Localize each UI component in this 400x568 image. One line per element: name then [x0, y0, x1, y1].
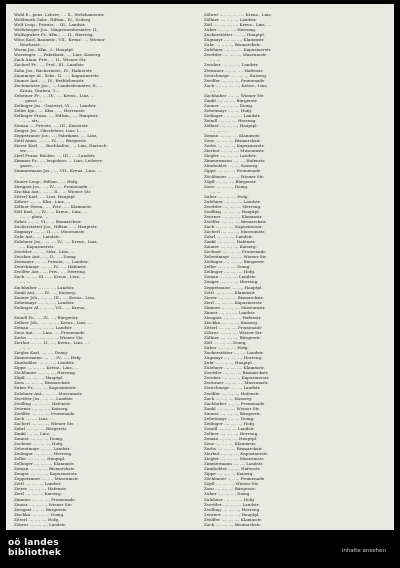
directory-entry: Zulehner Ant., ..., ..., Museumstr.	[14, 390, 83, 396]
directory-entry: Zettl ..., ..., ..., Klammstr.	[204, 289, 256, 295]
directory-entry: Zachhuber ..., ..., ..., Landstr.	[14, 284, 75, 290]
directory-entry: Zwirchmayr ..., ..., ..., Kaiserg.	[204, 72, 268, 78]
directory-entry: Zellinger Franz, ..., Hdlsm., ..., Hauptstr.	[14, 112, 99, 118]
directory-entry: Zankl ..., ..., ..., Bürgerstr.	[204, 97, 258, 103]
directory-entry: ...	[20, 173, 24, 179]
directory-entry: Ziegler Karl, ..., ..., Domg.	[14, 350, 69, 356]
directory-entry: Zuber Fr., ..., ..., Kapuzinerstr.	[14, 385, 77, 391]
directory-entry: Zirngast ..., ..., Bürgerstr.	[14, 506, 68, 512]
directory-entry: Zach ..., ..., ..., Kaiserg.	[204, 395, 253, 401]
directory-entry: Zehetmayr ..., ..., ..., Landstr.	[14, 299, 75, 305]
directory-entry: Zellner Joh., ..., ..., ..., Kreuz., Linz, ...	[14, 319, 92, 325]
directory-entry: Zulehner Jos., ..., ..., IV., ..., Kreuz., Linz,	[14, 239, 98, 245]
directory-entry: Zankl ..., ..., ..., Hafenstr.	[204, 239, 256, 245]
directory-entry: Zacherl ..., ..., ..., Wiener Str.	[14, 420, 75, 426]
directory-entry: Zauner ..., ..., ..., Bürgerstr.	[204, 410, 261, 416]
directory-entry: Zehentmayr ..., ..., Landstr.	[14, 446, 71, 452]
directory-entry: Zerbs ..., ..., ..., Bismarckstr.	[204, 446, 263, 452]
directory-entry: Zinner Leop., Hdlsm., ..., Hofg.	[14, 178, 79, 184]
directory-entry: Zischka Ant., ..., ... II., ..., Wiener Str.	[14, 188, 92, 194]
directory-entry: Zierhut ..., ..., ..., Museumstr.	[204, 148, 265, 154]
directory-entry: Zwölfer ..., ..., ..., Klammstr.	[204, 516, 262, 522]
directory-entry: Zauner Joh., ..., ..., III., ..., Kreuz., Linz,	[14, 294, 96, 300]
directory-entry: Zimmermann ..., ..., Hafenstr.	[204, 158, 266, 164]
directory-entry: Zöchbauer ..., ..., Wiener Str.	[204, 173, 265, 179]
directory-entry: Zwicker ..., ..., ..., Landstr.	[204, 62, 259, 68]
directory-entry: Zulehner ..., ..., ..., Kapuzinerstr.	[204, 47, 272, 53]
directory-entry: Wolfsberger Jos., Magistratsbeamter, II.,	[14, 27, 99, 33]
directory-entry: Zierhut ..., ..., ..., Kapuzinerstr.	[204, 451, 269, 457]
directory-entry: Zitterl Karl, ..., Linz, Hauptpl.	[14, 193, 76, 199]
directory-entry: Zwölfer ..., ..., ..., Promenade	[204, 77, 265, 83]
directory-entry: Zuckerstätter Jos., Hdlsm., ..., Hauptstr.	[14, 223, 98, 229]
directory-entry: Zeilinger Al., ..., ..., VII., ..., Kreuz.,	[14, 304, 87, 310]
directory-entry: Zankl ..., ..., Linz, ...	[14, 430, 56, 436]
directory-entry: Zwölfer ..., ..., ..., Promenade	[14, 410, 75, 416]
directory-entry: Zwicker ..., ..., ..., Kapuzinerstr.	[204, 375, 270, 381]
directory-entry: Zwettler ..., ..., ..., Landstr.	[204, 501, 260, 507]
directory-entry: Zöchbauer ..., ..., ..., Herreng.	[14, 370, 77, 376]
directory-entry: Wurzinger ..., Fabrikant, ..., Linz, Kaiserg.	[14, 52, 102, 58]
directory-entry: Zischka ..., ..., ..., Domg.	[14, 511, 65, 517]
scanned-page	[6, 4, 394, 530]
directory-entry: ..., ...	[20, 345, 31, 351]
directory-entry: ..., ...	[20, 279, 31, 285]
directory-entry: Zippe ..., ..., ..., Promenade	[204, 168, 261, 174]
directory-entry: Zahn Jos., Bäckermstr., IV., Hafnerstr.	[14, 67, 93, 73]
directory-entry: Zuber ..., ..., ..., Herreng.	[204, 27, 257, 33]
directory-entry: Zeman ..., ..., ..., Hauptpl.	[204, 435, 258, 441]
directory-entry: Zachhuber ..., ..., Promenade	[204, 400, 265, 406]
directory-entry: Zwirner ..., ..., ..., Kaiserg.	[14, 405, 69, 411]
directory-entry: Zitterl ..., ..., ..., Hofg.	[14, 516, 60, 522]
directory-entry: Zuhr ..., ..., ..., Hauptpl.	[204, 360, 254, 366]
directory-entry: Zulehner ..., ..., ..., Landstr.	[204, 198, 261, 204]
directory-entry: Zeindl Fr., ..., IV., ..., Bürgerstr.	[14, 314, 79, 320]
directory-entry: Zinner ..., ..., ..., Landstr.	[204, 309, 256, 315]
directory-entry: Zach Anna, Priv., ... II., Wiener Str.	[14, 57, 87, 63]
directory-entry: Zachhuber ..., ..., Wiener Str.	[204, 92, 265, 98]
directory-entry: Zorn ..., ..., ..., Domg.	[204, 183, 249, 189]
directory-entry: Zettl ..., ..., ..., Landstr.	[14, 481, 62, 487]
directory-entry: Ziegler ..., ..., ..., Museumstr.	[204, 456, 265, 462]
directory-entry: Zöpfl ..., ..., ..., Wiener Str.	[204, 481, 259, 487]
directory-entry: Zugmayr ..., ..., II., ..., Museumstr.	[14, 229, 86, 235]
directory-entry: Zwölfer ..., ..., ..., Bismarckstr.	[204, 218, 267, 224]
directory-entry: Zuber ..., ..., ..., Hofg.	[204, 193, 249, 199]
directory-entry: Zach ..., ..., ..., ..., Kreuz., Linz,	[204, 82, 268, 88]
directory-entry: Zwicker Ant., ..., II., ..., Domg.	[14, 254, 77, 260]
directory-entry: Zaunmayr Al., Sekr., II., ..., Kapuzinerstr.	[14, 72, 100, 78]
directory-entry: Zugmayr ..., ..., ..., Klammstr.	[204, 37, 265, 43]
directory-entry: Zirngast Jos., ..., IV., ..., Promenade, ...	[14, 183, 94, 189]
directory-entry: Zöllner Herm., ..., Priv., ..., Klammstr.	[14, 203, 92, 209]
directory-entry: Wurm Jos., Kfm., I., Hauptpl.	[14, 47, 74, 53]
directory-entry: Zischka ..., ..., ..., Kaiserg.	[204, 319, 259, 325]
directory-entry: gasse, ...	[20, 163, 39, 169]
directory-entry: Wöss Karl, Baumstr., VII., Kreuz. ..., Wiener	[14, 37, 105, 43]
directory-entry: Zach ..., ..., ..., Bismarckstr.	[204, 521, 262, 527]
directory-entry: Zöhrer ..., ..., ..., ..., Kreuz., Linz,	[204, 12, 272, 17]
directory-entry: Zeman ..., ..., ..., ..., Landstr.	[14, 324, 73, 330]
directory-entry: Zellinger ..., ..., ..., Klammstr.	[14, 461, 75, 467]
directory-entry: Zach ..., ..., III., ..., Kreuz., Linz, ...	[14, 274, 86, 280]
directory-entry: Zellner ..., ..., ..., Herreng.	[204, 430, 259, 436]
directory-entry: Zöhrer ..., ..., ..., Landstr.	[14, 521, 67, 527]
directory-entry: Zehetner Fr., ..., IV., ..., Kreuz., Linz, ...	[14, 92, 95, 98]
directory-entry: Zippe ..., ..., ..., Kaiserg.	[204, 471, 254, 477]
directory-entry: Zierl Franz, Bäcker, ..., III., ..., Landstr.	[14, 153, 96, 159]
directory-entry: Zuckerstätter ..., ..., Landstr.	[204, 350, 264, 356]
directory-entry: ..., ..., ...	[210, 128, 227, 134]
directory-entry: Zugmayr ..., ..., ..., Herreng.	[204, 355, 263, 361]
directory-entry: Zötl ..., ..., ..., ..., Kreuz., Linz, ...	[204, 22, 272, 28]
directory-entry: Zeppetzauer Jos., ..., Fabrikant, ..., Linz,	[14, 133, 98, 139]
directory-entry: Zwettler Jos., ..., ..., Landstr.	[14, 395, 74, 401]
directory-entry: Zettl Anna, ..., ..., IV., ..., Bürgerstr.	[14, 138, 87, 144]
right-column	[204, 12, 384, 527]
directory-entry: Zeppetzauer ..., ..., Hauptpl.	[204, 284, 263, 290]
directory-entry: Wohlmuth Gabr., Hdlsm., IV., Seilerg.	[14, 17, 92, 23]
directory-entry: Zirngast ..., ..., ..., Hafenstr.	[204, 314, 262, 320]
directory-entry: ..., ... str., ...	[20, 117, 45, 123]
directory-entry: Zinnhobler ..., ..., Kaiserg.	[204, 163, 259, 169]
directory-entry: Zauner ..., ..., ..., Domg.	[204, 102, 254, 108]
directory-entry: Zeller ..., ..., ..., Hauptpl.	[14, 456, 66, 462]
directory-entry: Zacherl ..., ..., ..., Museumstr.	[204, 229, 266, 235]
directory-entry: Zeman ..., ..., ..., Landstr.	[204, 274, 257, 280]
directory-entry: Zeindl ..., ..., ..., Landstr.	[204, 425, 255, 431]
directory-entry: ..., ..., ...	[20, 309, 37, 315]
directory-entry: ..., Kapuzinerstr.	[20, 244, 55, 250]
directory-entry: Zwölfer Ant., ..., Priv., ..., Herreng.	[14, 269, 87, 275]
directory-entry: ..., ...	[210, 87, 221, 93]
directory-entry: Zuber ..., ..., ..., Domg.	[204, 491, 251, 497]
directory-entry: Zeindl ..., ..., ..., Herreng.	[204, 117, 257, 123]
directory-entry: Zerbs ..., ..., ..., ..., ..., Wiener Str.	[14, 335, 84, 340]
directory-entry: Zinnhobler ..., ..., ..., Landstr.	[14, 360, 75, 366]
directory-entry: Zwölfer ..., ..., ..., Hafenstr.	[204, 390, 260, 396]
directory-entry: Zacherl Fr., ..., Prof., III., Landstr.	[14, 62, 85, 68]
directory-entry: Zöchbauer ..., ..., Promenade	[204, 476, 265, 482]
directory-entry: Zierl ..., ..., ..., Kapuzinerstr.	[204, 299, 263, 305]
directory-entry: Zeilinger ..., ..., ..., Bürgerstr.	[204, 259, 265, 265]
directory-entry: Zimmermann ..., ..., IV., ..., Hofg.	[14, 355, 82, 361]
directory-entry: Zwirchmayr ..., ..., IV., ..., Hafenstr.	[14, 264, 87, 270]
directory-entry: Zeilinger Jos., Gastwirt, VI., ..., Landstr.	[14, 102, 97, 108]
directory-entry: Zimmer Fr., ..., Inspektor, ... Linz, Lederer-	[14, 158, 103, 164]
directory-entry: Zimmer ..., ..., ..., Museumstr.	[204, 304, 266, 310]
directory-entry: Zippe ..., ..., ..., Kreuz., Linz, ...	[14, 365, 79, 371]
directory-entry: Zierer ..., ..., ..., Bismarckstr.	[204, 294, 264, 300]
directory-entry: Wohl E., pens. Lehrer, . .. X., Stelzhamerstr.	[14, 12, 105, 17]
directory-entry: Zimmer ..., ..., ..., Promenade	[14, 496, 75, 502]
directory-entry: Zuber ..., ..., ..., Hofg.	[204, 345, 249, 351]
directory-entry: Zeppetzauer ..., ..., Museumstr.	[14, 476, 79, 482]
directory-entry: Zinner ..., ..., ..., Wiener Str.	[14, 501, 73, 507]
directory-entry: Zwilling ..., ..., ..., Hafenstr.	[14, 400, 71, 406]
directory-entry: Zwettler ..., ..., ..., Herreng.	[204, 203, 262, 209]
directory-entry: Zauner ..., ..., ..., Domg.	[14, 435, 64, 441]
directory-entry: Zuckerstätter ..., ..., Hauptpl.	[204, 32, 265, 38]
directory-entry: Zauner ..., ..., ..., Kaiserg.	[204, 244, 257, 250]
directory-entry: Zach ..., ..., ..., Kapuzinerstr.	[204, 223, 263, 229]
directory-entry: Zierer Karl, ..., Buchhalter, ..., Linz, Harrach-	[14, 143, 108, 149]
directory-entry: Zwettler ..., ..., ..., Museumstr.	[204, 52, 267, 58]
directory-entry: Zwieauer ..., ..., ..., Museumstr.	[204, 380, 269, 386]
directory-entry: Zankl Ant., ..., IV., ..., Kaiserg.	[14, 289, 77, 295]
directory-entry: Zenz ..., ..., ..., Bismarckstr.	[204, 138, 261, 144]
directory-entry: Zöllner ..., ..., ..., Bürgerstr.	[204, 335, 261, 340]
directory-entry: ..., ... platz, ...	[20, 213, 49, 219]
directory-entry: Zwieauer ..., ..., ..., Hafenstr.	[204, 67, 264, 73]
directory-entry: Zwieauer ..., ..., Private, ..., Landstr.	[14, 259, 89, 265]
directory-entry: Wolfsgruber Fr., Kfm., ..., II., Herreng.	[14, 32, 94, 38]
directory-entry: Reichsstr., ...	[20, 42, 47, 48]
directory-entry: Zenger Jos., Oberlehrer, Linz, I., ...	[14, 128, 87, 134]
directory-entry: Zötl ..., ..., ..., Domg.	[204, 340, 247, 346]
logo-line-1: oö landes	[8, 538, 59, 548]
directory-entry: Zenger ..., ..., ..., Kapuzinerstr.	[14, 471, 78, 477]
directory-entry: Zuhr ..., ..., ..., Bismarckstr.	[204, 42, 261, 48]
directory-entry: Zöllner ..., ..., ..., Landstr.	[204, 17, 257, 23]
directory-entry: Zuhr Ant., ..., Landstr.	[14, 234, 60, 240]
directory-entry: Zenz ..., ..., ..., Klammstr.	[204, 440, 257, 446]
directory-entry: Zeilinger ..., ..., ..., Herreng.	[14, 451, 73, 457]
directory-entry: Zulehner ..., ..., ..., Klammstr.	[204, 365, 265, 371]
directory-entry: Zwirchmayr ..., ..., Landstr.	[204, 385, 261, 391]
directory-entry: Zeman ..., ..., ..., Klammstr.	[204, 133, 261, 139]
directory-entry: Zeman ..., Private, ..., III., Kaiserstr.	[14, 123, 89, 129]
directory-entry: Zöpfl ..., ..., ..., Bürgerstr.	[204, 178, 257, 184]
directory-entry: Wolf Leop., Private, .. III., Landstr.	[14, 22, 86, 28]
directory-entry: Zwettler ..., ..., ..., Bismarckstr.	[204, 370, 269, 376]
directory-entry: Zierl ..., ..., ..., Kaiserg.	[14, 491, 62, 497]
directory-entry: Zellner ..., ..., ..., Hauptpl.	[204, 123, 258, 129]
directory-entry: Zellinger ..., ..., ..., Hofg.	[204, 269, 256, 275]
directory-entry: Zulehner ..., ..., ..., Hofg.	[204, 496, 256, 502]
directory-entry: Zahrl ..., ..., ..., Landstr.	[204, 234, 253, 240]
directory-entry: Zechmeister Jos., ..., Landesbeamter, II., ...	[14, 82, 104, 88]
directory-entry: Zehentmayr ..., ..., Wiener Str.	[204, 254, 267, 260]
directory-entry: str., ...	[20, 148, 34, 154]
directory-entry: Zwilling ..., ..., ..., Hauptpl.	[204, 208, 260, 214]
directory-entry: Zierer ..., ..., ..., Hafenstr.	[14, 486, 67, 492]
directory-entry: Kraus, Graben, 1...	[20, 87, 60, 93]
directory-entry: Zenz Ant., ..., Linz, ..., Promenade	[14, 329, 85, 335]
logo-line-2: bibliothek	[8, 548, 62, 558]
directory-entry: Zehetmayr ..., ..., Domg.	[204, 415, 255, 421]
directory-entry: ..., ...	[210, 57, 221, 63]
directory-entry: Zechner ..., ..., ..., Hofg.	[14, 440, 64, 446]
directory-entry: Zechner ..., ..., ..., Promenade	[204, 249, 266, 255]
directory-entry: Zeilinger ..., ..., ..., Landstr.	[204, 112, 261, 118]
directory-entry: Zitterl ..., ..., ..., Promenade	[204, 324, 262, 330]
directory-entry: Zach ..., ..., Linz, ...	[14, 415, 54, 421]
directory-entry: Zeilinger ..., ..., ..., Hofg.	[204, 420, 256, 426]
left-column	[14, 12, 194, 527]
directory-entry: Zehetmayr ..., ..., Hofg.	[204, 107, 253, 113]
directory-entry: Zauner Ant., ..., IV., Bethlehemstr.	[14, 77, 85, 83]
directory-entry: Zeller ..., ..., ..., Domg.	[204, 264, 251, 270]
directory-entry: Zahrl ..., ..., ..., Bürgerstr.	[14, 425, 68, 431]
directory-entry: ... gasse ...	[20, 97, 43, 103]
directory-entry: Zerbs ..., ..., ..., Kapuzinerstr.	[204, 143, 265, 149]
directory-entry: Zimmermann ..., ..., Landstr.	[204, 461, 264, 467]
directory-entry: Zwirner ..., ..., ..., Hauptpl.	[204, 511, 260, 517]
directory-entry: Zöpfl ..., ..., ..., Hauptpl.	[14, 375, 64, 381]
directory-entry: Zeman ..., ..., ..., Bismarckstr.	[14, 466, 76, 472]
directory-entry: Zwirner ..., ..., ..., Klammstr.	[204, 213, 263, 219]
directory-entry: Zierhut ..., ..., II., ..., Kreuz., Linz, ...	[14, 340, 89, 346]
directory-entry: Zimmermann Jos., ..., VII., Kreuz., Linz, ...	[14, 168, 102, 174]
directory-entry: Zenger ..., ..., ..., Herreng.	[204, 279, 259, 285]
view-content-link[interactable]: inhalte ansehen	[341, 548, 386, 554]
directory-entry: ..., ...	[210, 188, 221, 194]
directory-entry: Zorn ..., ..., ..., Bürgerstr.	[204, 486, 256, 492]
directory-entry: Zwilling ..., ..., ..., Herreng.	[204, 506, 261, 512]
library-logo[interactable]	[8, 538, 98, 558]
directory-entry: Zöhrer ..., ..., Kfm., Linz, ...	[14, 198, 71, 204]
directory-entry: Zeller Ign., ..., Kfm., ..., Herrenstr.	[14, 107, 86, 113]
directory-entry: Zötl Karl, ..., IV., ..., Kreuz., Linz, ...	[14, 208, 88, 214]
directory-entry: Zorn ..., ..., ..., Bismarckstr.	[14, 380, 71, 386]
directory-entry: Zinnhobler ..., ..., Hafenstr.	[204, 466, 261, 472]
directory-entry: Zwettler ..., ..., Sekr., Linz, ...	[14, 249, 75, 255]
directory-entry: Zuber ..., ..., VI., ..., Bismarckstr.	[14, 218, 82, 224]
directory-entry: Ziegler ..., ..., ..., Landstr.	[204, 153, 257, 159]
directory-entry: Zöhrer ..., ..., ..., Wiener Str.	[204, 329, 263, 335]
directory-entry: Zankl ..., ..., ..., Wiener Str.	[204, 405, 260, 411]
